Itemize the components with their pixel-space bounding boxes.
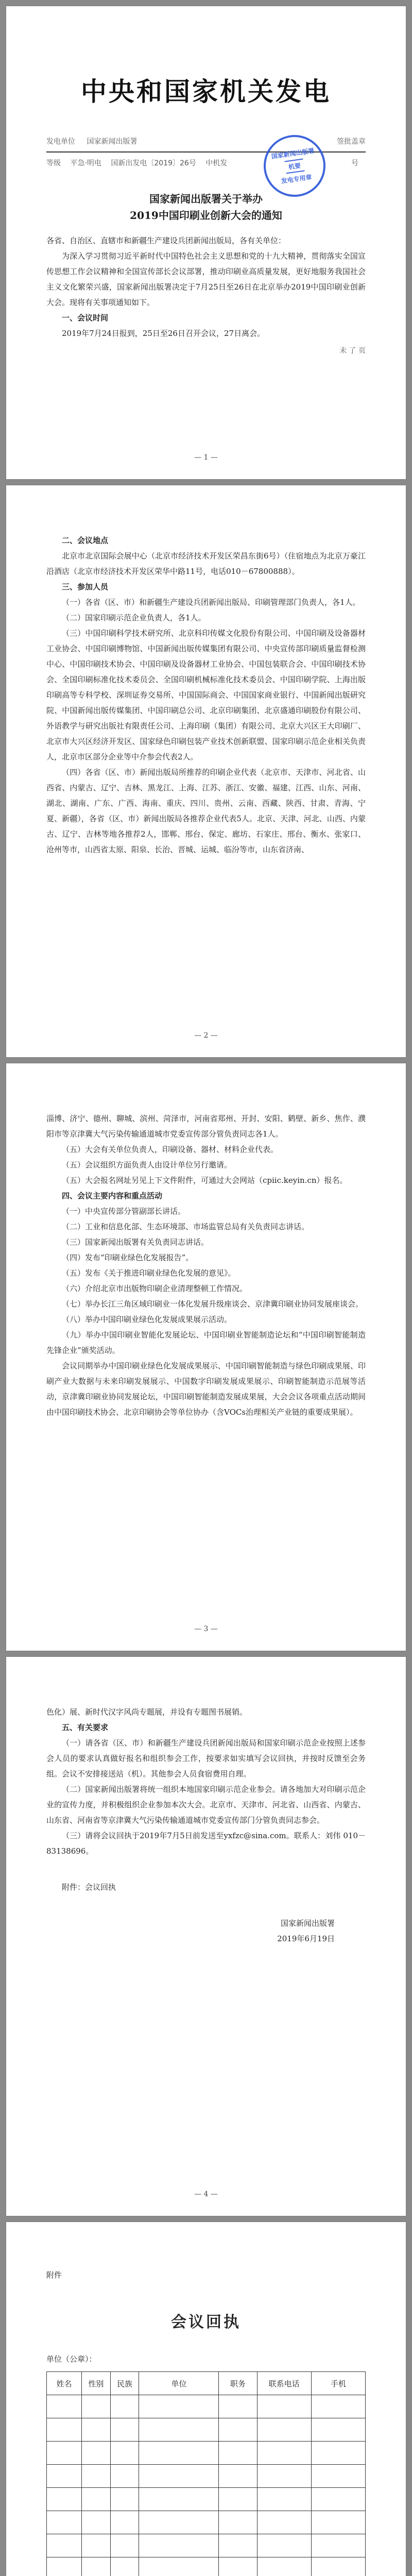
table-cell	[82, 2395, 111, 2418]
table-cell	[139, 2488, 219, 2511]
document-page-5	[6, 2222, 406, 2576]
section-1-body: 2019年7月24日报到，25日至26日召开会议，27日离会。	[62, 329, 265, 338]
issuer-name: 国家新闻出版署	[87, 138, 138, 146]
table-cell	[82, 2442, 111, 2465]
intro-paragraph: 为深入学习贯彻习近平新时代中国特色社会主义思想和党的十九大精神，贯彻落实全国宣传思想工作会议精神和全国宣传部长会议部署，推动印刷业高质量发展，更好地服务我国社会主义文化繁荣兴盛，国家新闻出版署决定于7月25日至26日在北京举办2019中国印刷业创新大会。现将有关事项通知如下。	[46, 251, 366, 307]
table-cell	[139, 2557, 219, 2576]
signer: 国家新闻出版署	[280, 1919, 335, 1928]
issuer-label: 发电单位	[46, 138, 75, 146]
header-name: 姓名	[47, 2372, 82, 2395]
unit-seal-label: 单位（公章）：	[46, 2354, 97, 2364]
section-4-item-3: （三）国家新闻出版署有关负责同志讲话。	[62, 1238, 209, 1247]
table-cell	[82, 2511, 111, 2534]
section-2-body: 北京市北京国际会展中心（北京市经济技术开发区荣昌东街6号）（住宿地点为北京万豪江沿酒店（北京市经济技术开发区荣华中路11号，电话010－67800888）。	[46, 551, 366, 576]
header-position: 职务	[219, 2372, 257, 2395]
rank-value: 平急·明电	[70, 159, 101, 167]
continued-mark: 未 了 页	[339, 347, 366, 355]
sign-date: 2019年6月19日	[277, 1934, 335, 1943]
table-cell	[110, 2557, 139, 2576]
form-title: 会议回执	[171, 2313, 241, 2331]
attachment-note: 附件：会议回执	[62, 1883, 116, 1892]
table-row	[47, 2488, 366, 2511]
table-cell	[139, 2465, 219, 2488]
table-row	[47, 2395, 366, 2418]
table-cell	[110, 2488, 139, 2511]
table-cell	[219, 2465, 257, 2488]
document-page-2	[6, 485, 406, 1057]
header-unit: 单位	[139, 2372, 219, 2395]
section-4-item-5: （五）发布《关于推进印刷业绿色化发展的意见》。	[62, 1268, 236, 1278]
table-cell	[139, 2418, 219, 2442]
table-cell	[82, 2418, 111, 2442]
section-3-item-3: （三）中国印刷科学技术研究所、北京科印传媒文化股份有限公司、中国印刷及设备器材工业协会、中国印刷博物馆、中国新闻出版传媒集团有限公司、中央宣传部印刷质量监督检测中心、中国印刷技术协会、中国印刷及设备器材工业协会、中国包装联合会、中国印刷技术协会、全国印刷标准化技术委员会、全国印刷机械标准化技术委员会、中国印刷学院、上海出版印刷高等专科学校、深圳证券交易所、中国国际商会、中国国家商业银行、中国新闻出版研究院、中国新闻出版传媒集团、中国印刷总公司、北京印刷集团、北京盛通印刷股份有限公司、外语教学与研究出版社有限责任公司、上海印刷（集团）有限公司、北京大兴区王大印刷厂、北京市大兴区经济开发区、国家绿色印刷包装产业技术创新联盟、国家印刷示范企业相关负责人，北京市区部分企业等中介参会代表2人。	[46, 629, 366, 761]
section-3-item-2: （二）国家印刷示范企业负责人，各1人。	[62, 613, 206, 622]
section-2-heading: 二、会议地点	[62, 536, 109, 545]
section-1-heading: 一、会议时间	[62, 313, 109, 323]
notice-title: 国家新闻出版署关于举办 2019中国印刷业创新大会的通知	[130, 193, 282, 222]
table-cell	[110, 2465, 139, 2488]
table-cell	[47, 2488, 82, 2511]
table-row	[47, 2442, 366, 2465]
page-number: — 4 —	[194, 2190, 218, 2198]
exchange-number: 中机发	[205, 159, 228, 167]
header-gender: 性别	[82, 2372, 111, 2395]
page-number: — 2 —	[194, 1031, 218, 1040]
section-4-continued: 色化）展、新时代汉字风尚专题展，并设有专题图书展销。	[46, 1707, 248, 1717]
table-cell	[257, 2418, 311, 2442]
number-suffix: 号	[351, 159, 358, 167]
table-cell	[139, 2442, 219, 2465]
header-mobile: 手机	[311, 2372, 365, 2395]
table-cell	[47, 2511, 82, 2534]
section-3-item-5: （五）大会有关单位负责人，印刷设备、器材、材料企业代表。	[62, 1145, 279, 1154]
section-3-heading: 三、参加人员	[62, 582, 109, 591]
table-cell	[257, 2395, 311, 2418]
table-cell	[82, 2488, 111, 2511]
header-ethnicity: 民族	[110, 2372, 139, 2395]
table-row	[47, 2557, 366, 2576]
table-cell	[47, 2465, 82, 2488]
table-row	[47, 2534, 366, 2557]
sign-seal-label: 签批盖章	[337, 138, 366, 146]
table-cell	[257, 2465, 311, 2488]
table-cell	[219, 2534, 257, 2557]
section-4-item-9: （九）举办中国印刷业智能化发展论坛、中国印刷业智能制造论坛和“中国印刷智能制造先锋企业”颁奖活动。	[46, 1330, 366, 1355]
page-number: — 3 —	[194, 1625, 218, 1633]
table-cell	[311, 2395, 365, 2418]
table-cell	[110, 2511, 139, 2534]
sender-row	[46, 136, 366, 146]
section-4-item-7: （七）举办长江三角区域印刷业一体化发展升级座谈会、京津冀印刷业协同发展座谈会。	[62, 1299, 364, 1309]
section-5-item-3: （三）请将会议回执于2019年7月5日前发送至yxfzc@sina.com。联系人：刘伟 010－83138696。	[46, 1831, 366, 1856]
table-cell	[82, 2465, 111, 2488]
document-page-1	[6, 6, 406, 479]
section-3-item-4: （四）各省（区、市）新闻出版局所推荐的印刷企业代表（北京市、天津市、河北省、山西省、内蒙古、辽宁、吉林、黑龙江、上海、江苏、浙江、安徽、福建、江西、山东、河南、湖北、湖南、广东、广西、海南、重庆、四川、贵州、云南、西藏、陕西、甘肃、青海、宁夏、新疆），各省（区、市）新闻出版局各推荐企业代表5人。北京、天津、河北、山西、内蒙古、辽宁、吉林等地各推荐2人，邯郸、邢台、保定、廊坊、石家庄、邢台、衡水、张家口、沧州等市，山西省太原、阳泉、长治、晋城、运城、临汾等市，山东省济南、	[46, 768, 366, 854]
table-cell	[257, 2557, 311, 2576]
table-cell	[257, 2511, 311, 2534]
table-cell	[110, 2442, 139, 2465]
section-4-item-2: （二）工业和信息化部、生态环境部、市场监管总局有关负责同志讲话。	[62, 1222, 310, 1231]
doc-number: 国新出发电〔2019〕26号	[111, 159, 196, 167]
document-banner: 中央和国家机关发电	[81, 77, 331, 107]
registration-table	[46, 2371, 366, 2576]
section-4-item-10: 会议同期举办中国印刷业绿色化发展成果展示、中国印刷智能制造与绿色印刷成果展、印刷产业大数据与未来印刷发展展示、中国数字印刷发展成果展示、印刷智能制造示范展等活动，京津冀印刷业协同发展论坛，中国印刷智能制造发展成果展，大会会议各项重点活动期间由中国印刷技术协会、北京印刷协会等单位协办（含VOCs治理相关产业链的重要成果展）。	[46, 1361, 366, 1417]
table-cell	[257, 2534, 311, 2557]
table-cell	[139, 2534, 219, 2557]
section-3-continued: 淄博、济宁、德州、聊城、滨州、菏泽市，河南省郑州、开封、安阳、鹤壁、新乡、焦作、濮阳市等京津冀大气污染传输通道城市党委宣传部分管负责同志各1人。	[46, 1114, 366, 1139]
table-cell	[311, 2511, 365, 2534]
table-cell	[47, 2534, 82, 2557]
section-5-item-1: （一）请各省（区、市）和新疆生产建设兵团新闻出版局和国家印刷示范企业按照上述参会人员的要求认真做好报名和组织参会工作，按要求如实填写会议回执，并按时反馈至会务组。会议不安排接送站（机）。其他参会人员食宿费用自理。	[46, 1738, 366, 1778]
header-phone: 联系电话	[257, 2372, 311, 2395]
table-cell	[82, 2534, 111, 2557]
rank-label: 等级	[46, 159, 61, 167]
table-cell	[311, 2418, 365, 2442]
table-cell	[219, 2488, 257, 2511]
table-cell	[219, 2395, 257, 2418]
table-cell	[110, 2534, 139, 2557]
addressees: 各省、自治区、直辖市和新疆生产建设兵团新闻出版局，各有关单位：	[46, 236, 286, 245]
section-4-item-1: （一）中央宣传部分管副部长讲话。	[62, 1207, 186, 1216]
table-cell	[219, 2442, 257, 2465]
table-cell	[219, 2557, 257, 2576]
table-cell	[257, 2488, 311, 2511]
table-header-row	[47, 2372, 366, 2395]
table-cell	[139, 2511, 219, 2534]
table-cell	[311, 2557, 365, 2576]
section-4-item-4: （四）发布“印刷业绿色化发展报告”。	[62, 1253, 194, 1262]
table-cell	[311, 2465, 365, 2488]
table-cell	[311, 2488, 365, 2511]
table-cell	[82, 2557, 111, 2576]
document-page-3	[6, 1063, 406, 1651]
section-4-item-6: （六）介绍北京市出版物印刷企业清理整顿工作情况。	[62, 1284, 248, 1293]
section-4-heading: 四、会议主要内容和重点活动	[62, 1191, 163, 1200]
table-cell	[219, 2418, 257, 2442]
table-cell	[110, 2418, 139, 2442]
table-cell	[47, 2442, 82, 2465]
section-4-item-8: （八）举办中国印刷业绿色化发展成果展示活动。	[62, 1315, 232, 1324]
section-5-heading: 五、有关要求	[62, 1723, 109, 1732]
table-row	[47, 2418, 366, 2442]
document-page-4	[6, 1657, 406, 2216]
table-cell	[219, 2511, 257, 2534]
section-3-item-7: （五）大会报名网址另见上下文件附件，可通过大会网站（cpiic.keyin.cn）报名。	[62, 1176, 348, 1185]
section-5-item-2: （二）国家新闻出版署将统一组织本地国家印刷示范企业参会。请各地加大对印刷示范企业的宣传力度，并积极组织企业参加本次大会。北京市、天津市、河北省、山西省、内蒙古、山东省、河南省等京津冀大气污染传输通道城市党委宣传部门分管负责同志参会。	[46, 1785, 366, 1825]
official-seal-stamp: 国家新闻出版署 机要 发电专用章	[260, 131, 330, 201]
table-cell	[311, 2442, 365, 2465]
section-3-item-6: （五）会议组织方面负责人由设计单位另行邀请。	[62, 1160, 232, 1170]
attachment-label: 附件	[46, 2270, 62, 2280]
section-3-item-1: （一）各省（区、市）和新疆生产建设兵团新闻出版局、印刷管理部门负责人，各1人。	[62, 598, 360, 607]
table-cell	[47, 2395, 82, 2418]
table-row	[47, 2465, 366, 2488]
table-cell	[257, 2442, 311, 2465]
table-row	[47, 2511, 366, 2534]
table-cell	[110, 2395, 139, 2418]
table-cell	[139, 2395, 219, 2418]
table-cell	[47, 2418, 82, 2442]
table-cell	[47, 2557, 82, 2576]
page-number: — 1 —	[194, 453, 218, 462]
table-cell	[311, 2534, 365, 2557]
